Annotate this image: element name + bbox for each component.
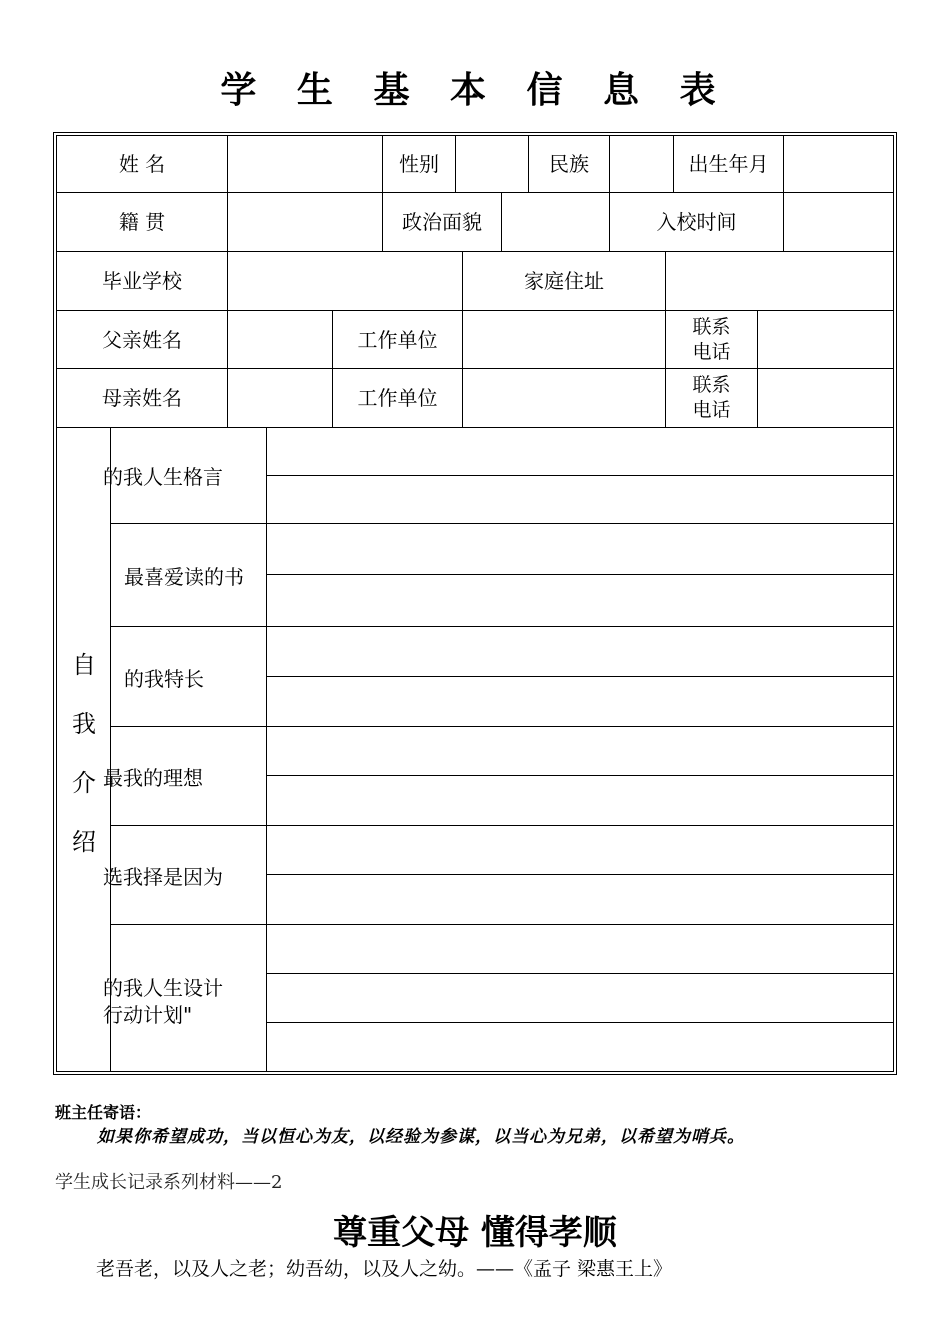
ethnicity-label: 民族: [549, 152, 589, 176]
teacher-note-heading: 班主任寄语：: [55, 1103, 152, 1122]
father-work-label: 工作单位: [357, 327, 438, 352]
table-border-bottom-inner: [56, 1071, 894, 1072]
side-label-char: 我: [72, 710, 96, 738]
side-label-char: 介: [72, 769, 96, 797]
home-address-label: 家庭住址: [524, 269, 604, 293]
motto-label: 的我人生格言: [103, 465, 223, 489]
specialty-field[interactable]: [267, 627, 894, 726]
home-address-field[interactable]: [666, 252, 893, 310]
ideal-field[interactable]: [267, 727, 894, 825]
father-phone-field[interactable]: [758, 311, 893, 368]
mother-name-field[interactable]: [228, 369, 332, 427]
table-border-right: [896, 132, 897, 1075]
teacher-note-text: 如果你希望成功，当以恒心为友，以经验为参谋，以当心为兄弟，以希望为哨兵。: [97, 1127, 745, 1147]
side-label-char: 绍: [72, 828, 96, 856]
gender-label: 性别: [399, 152, 439, 176]
mother-phone-label-text: 联系电话: [692, 374, 731, 421]
birth-field[interactable]: [784, 136, 893, 192]
father-work-field[interactable]: [463, 311, 665, 368]
graduated-school-label: 毕业学校: [102, 269, 182, 293]
political-status-label: 政治面貌: [402, 210, 482, 234]
life-plan-field[interactable]: [267, 925, 894, 1071]
favorite-book-field[interactable]: [267, 524, 894, 626]
enroll-time-label: 入校时间: [656, 210, 737, 234]
self-intro-side-label: [60, 636, 108, 872]
mother-name-label: 母亲姓名: [102, 386, 182, 410]
ethnicity-field[interactable]: [610, 136, 673, 192]
series-label: 学生成长记录系列材料——2: [55, 1172, 283, 1193]
father-name-field[interactable]: [228, 311, 332, 368]
reason-label: 选我择是因为: [103, 865, 223, 889]
motto-field[interactable]: [267, 428, 894, 523]
table-border-left: [53, 132, 54, 1075]
reason-field[interactable]: [267, 826, 894, 924]
mother-phone-field[interactable]: [758, 369, 893, 427]
mother-phone-label: [666, 369, 757, 427]
graduated-school-field[interactable]: [228, 252, 462, 310]
side-label-char: 自: [72, 651, 96, 679]
name-label: 姓 名: [118, 152, 166, 176]
name-field[interactable]: [228, 136, 382, 192]
favorite-book-label: 最喜爱读的书: [124, 565, 244, 589]
father-phone-label-text: 联系电话: [692, 315, 731, 363]
native-place-field[interactable]: [228, 193, 382, 251]
table-border-top: [53, 132, 897, 133]
form-title: 学 生 基 本 信 息 表: [220, 69, 730, 111]
proverb-quote: 老吾老，以及人之老；幼吾幼，以及人之幼。——《孟子 梁惠王上》: [96, 1258, 673, 1280]
birth-label: 出生年月: [688, 152, 769, 176]
gender-field[interactable]: [456, 136, 528, 192]
specialty-label: 的我特长: [124, 667, 204, 691]
father-phone-label: [666, 311, 757, 368]
ideal-label: 最我的理想: [103, 766, 203, 790]
father-name-label: 父亲姓名: [102, 327, 182, 352]
table-border-bottom: [53, 1074, 897, 1075]
mother-work-label: 工作单位: [357, 386, 438, 410]
native-place-label: 籍 贯: [118, 210, 166, 234]
mother-work-field[interactable]: [463, 369, 665, 427]
life-plan-label: 的我人生设计行动计划": [103, 976, 223, 1027]
political-status-field[interactable]: [502, 193, 609, 251]
section-title: 尊重父母 懂得孝顺: [333, 1213, 617, 1253]
enroll-time-field[interactable]: [784, 193, 893, 251]
